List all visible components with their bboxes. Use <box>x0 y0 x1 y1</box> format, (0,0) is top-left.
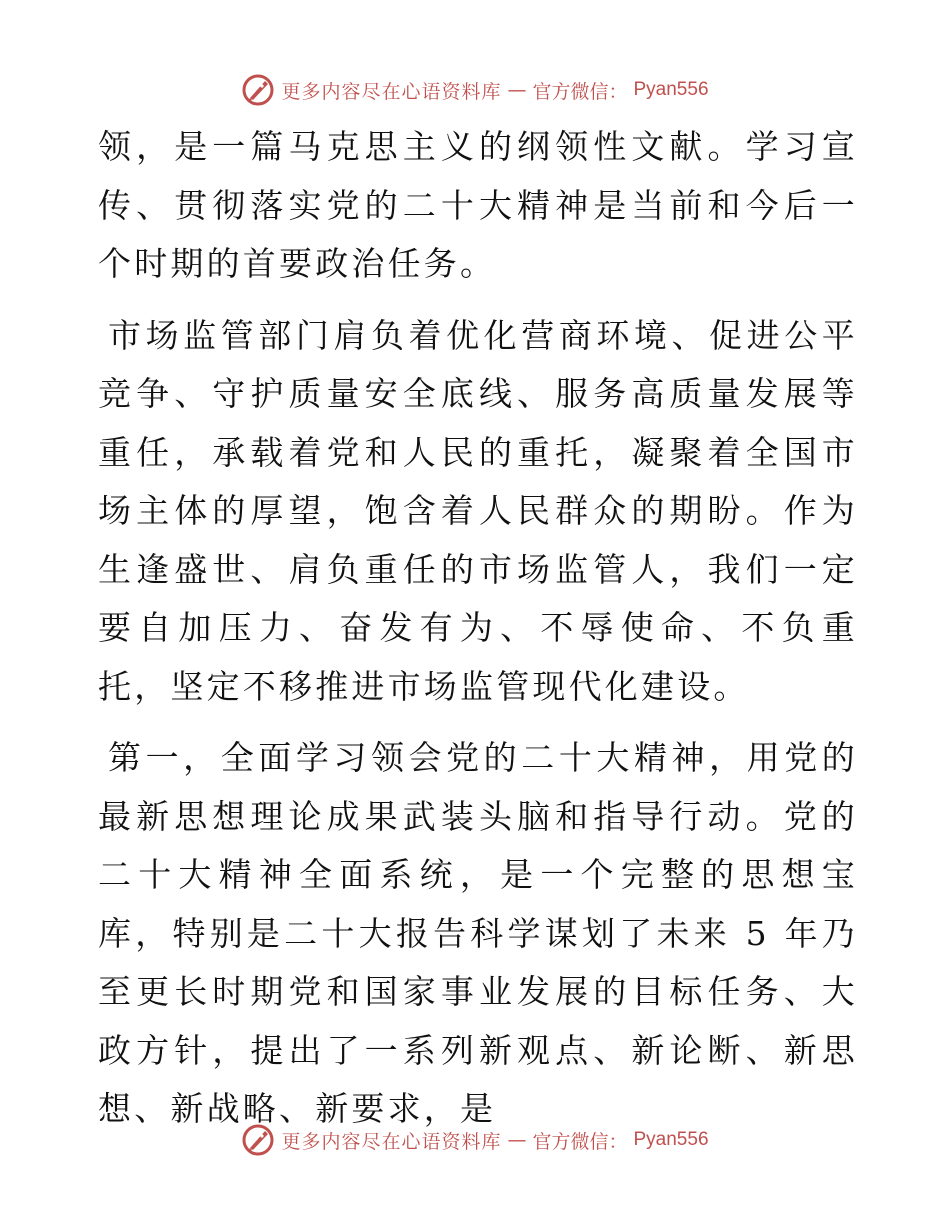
paragraph-2: 市场监管部门肩负着优化营商环境、促进公平竞争、守护质量安全底线、服务高质量发展等重任，承载着党和人民的重托，凝聚着全国市场主体的厚望，饱含着人民群众的期盼。作为生逢盛世、肩负重任的市场监管人，我们一定要自加压力、奋发有为、不辱使命、不负重托，坚定不移推进市场监管现代化建设。 <box>98 315 858 706</box>
watermark-main-text: 更多内容尽在心语资料库 <box>281 80 502 103</box>
watermark-main-text: 更多内容尽在心语资料库 <box>281 1130 502 1153</box>
watermark-dash: — <box>507 79 527 101</box>
header-watermark <box>0 70 950 110</box>
quill-pen-logo-icon <box>241 1123 275 1157</box>
document-body <box>98 118 858 1139</box>
quill-pen-logo-icon <box>241 73 275 107</box>
paragraph-3: 第一，全面学习领会党的二十大精神，用党的最新思想理论成果武装头脑和指导行动。党的二十大精神全面系统，是一个完整的思想宝库，特别是二十大报告科学谋划了未来 5 年乃至更长时期党和国家事业发展的目标任务、大政方针，提出了一系列新观点、新论断、新思想、新战略、新要求，是 <box>98 738 858 1128</box>
watermark-wechat-label: 官方微信： <box>532 1130 628 1153</box>
paragraph-1: 领，是一篇马克思主义的纲领性文献。学习宣传、贯彻落实党的二十大精神是当前和今后一个时期的首要政治任务。 <box>98 127 858 283</box>
watermark-wechat-label: 官方微信： <box>532 80 628 103</box>
footer-watermark <box>0 1120 950 1160</box>
watermark-wechat-id: Pyan556 <box>633 1129 709 1150</box>
watermark-wechat-id: Pyan556 <box>633 79 709 100</box>
watermark-dash: — <box>507 1129 527 1151</box>
